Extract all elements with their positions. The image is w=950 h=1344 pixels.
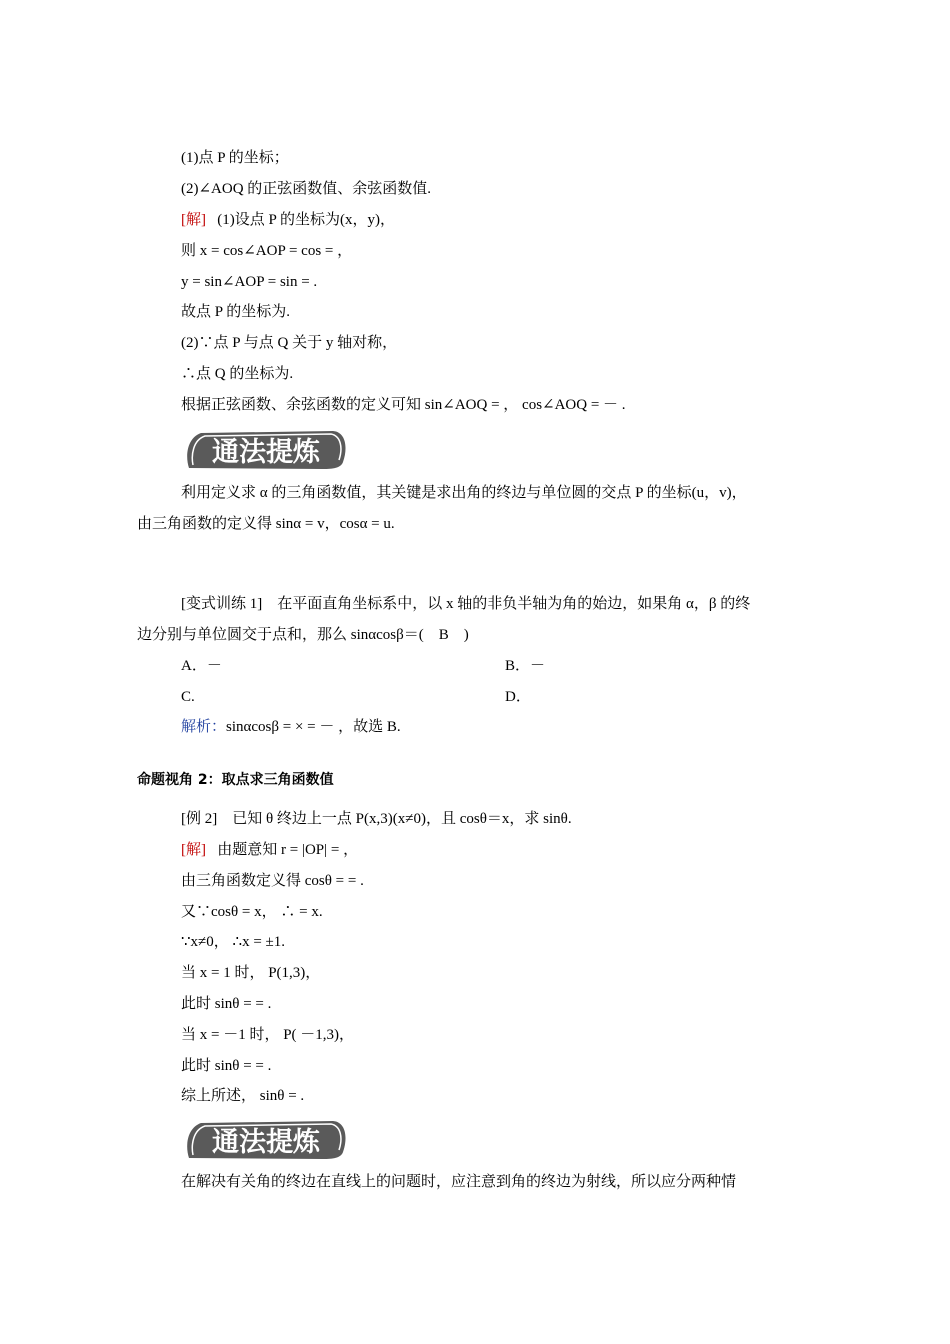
solution-text: (1)设点 P 的坐标为(x，y)，: [217, 212, 396, 228]
option-a: A．－: [181, 658, 222, 674]
method-summary-badge: [183, 1118, 349, 1162]
badge-label: 通法提炼: [212, 1127, 320, 1158]
solution-line: [181, 840, 358, 860]
analysis-tag: 解析：: [181, 719, 227, 735]
option-d: D．: [505, 689, 531, 705]
question-part-1: (1)点 P 的坐标；: [181, 150, 289, 166]
method-text-line: 利用定义求 α 的三角函数值，其关键是求出角的终边与单位圆的交点 P 的坐标(u，v)，: [181, 485, 747, 501]
variant-question-line: [变式训练 1] 在平面直角坐标系中，以 x 轴的非负半轴为角的始边，如果角 α，β 的终: [181, 596, 751, 612]
method-text-line: 由三角函数的定义得 sinα = v，cosα = u.: [137, 516, 395, 532]
solution-tag: [解]: [181, 212, 206, 228]
solution-step: (2)∵点 P 与点 Q 关于 y 轴对称，: [181, 335, 398, 351]
solution-step: 则 x = cos∠AOP = cos = ，: [181, 243, 353, 259]
solution-step: 此时 sinθ = = .: [181, 996, 272, 1012]
solution-step: 根据正弦函数、余弦函数的定义可知 sin∠AOQ = ， cos∠AOQ = － .: [181, 397, 626, 413]
analysis-line: [181, 717, 401, 737]
solution-step: 由三角函数定义得 cosθ = = .: [181, 873, 364, 889]
solution-step: ∴点 Q 的坐标为.: [181, 366, 294, 382]
solution-step: 此时 sinθ = = .: [181, 1058, 272, 1074]
solution-tag: [解]: [181, 842, 206, 858]
section-heading: 命题视角 2：取点求三角函数值: [137, 772, 334, 788]
option-b: B．－: [505, 658, 546, 674]
solution-step: 故点 P 的坐标为.: [181, 304, 291, 320]
method-text-line: 在解决有关角的终边在直线上的问题时，应注意到角的终边为射线，所以应分两种情: [181, 1174, 737, 1190]
solution-step: 当 x = 1 时， P(1,3)，: [181, 965, 321, 981]
solution-step: 综上所述， sinθ = .: [181, 1088, 305, 1104]
solution-step: ∵x≠0， ∴x = ±1.: [181, 934, 286, 950]
method-summary-badge: [183, 428, 349, 472]
example-question: [例 2] 已知 θ 终边上一点 P(x,3)(x≠0)，且 cosθ＝x，求 sinθ.: [181, 811, 572, 827]
analysis-text: sinαcosβ = × = － ，故选 B.: [226, 719, 401, 735]
solution-text: 由题意知 r = |OP| = ，: [217, 842, 359, 858]
option-c: C.: [181, 689, 195, 705]
solution-step: 又∵cosθ = x， ∴ = x.: [181, 904, 323, 920]
variant-question-line: 边分别与单位圆交于点和，那么 sinαcosβ＝( B ): [137, 627, 469, 643]
solution-step: 当 x = －1 时， P( －1,3)，: [181, 1027, 355, 1043]
solution-line: [181, 210, 395, 230]
badge-label: 通法提炼: [212, 437, 320, 468]
solution-step: y = sin∠AOP = sin = .: [181, 274, 318, 290]
question-part-2: (2)∠AOQ 的正弦函数值、余弦函数值.: [181, 181, 432, 197]
